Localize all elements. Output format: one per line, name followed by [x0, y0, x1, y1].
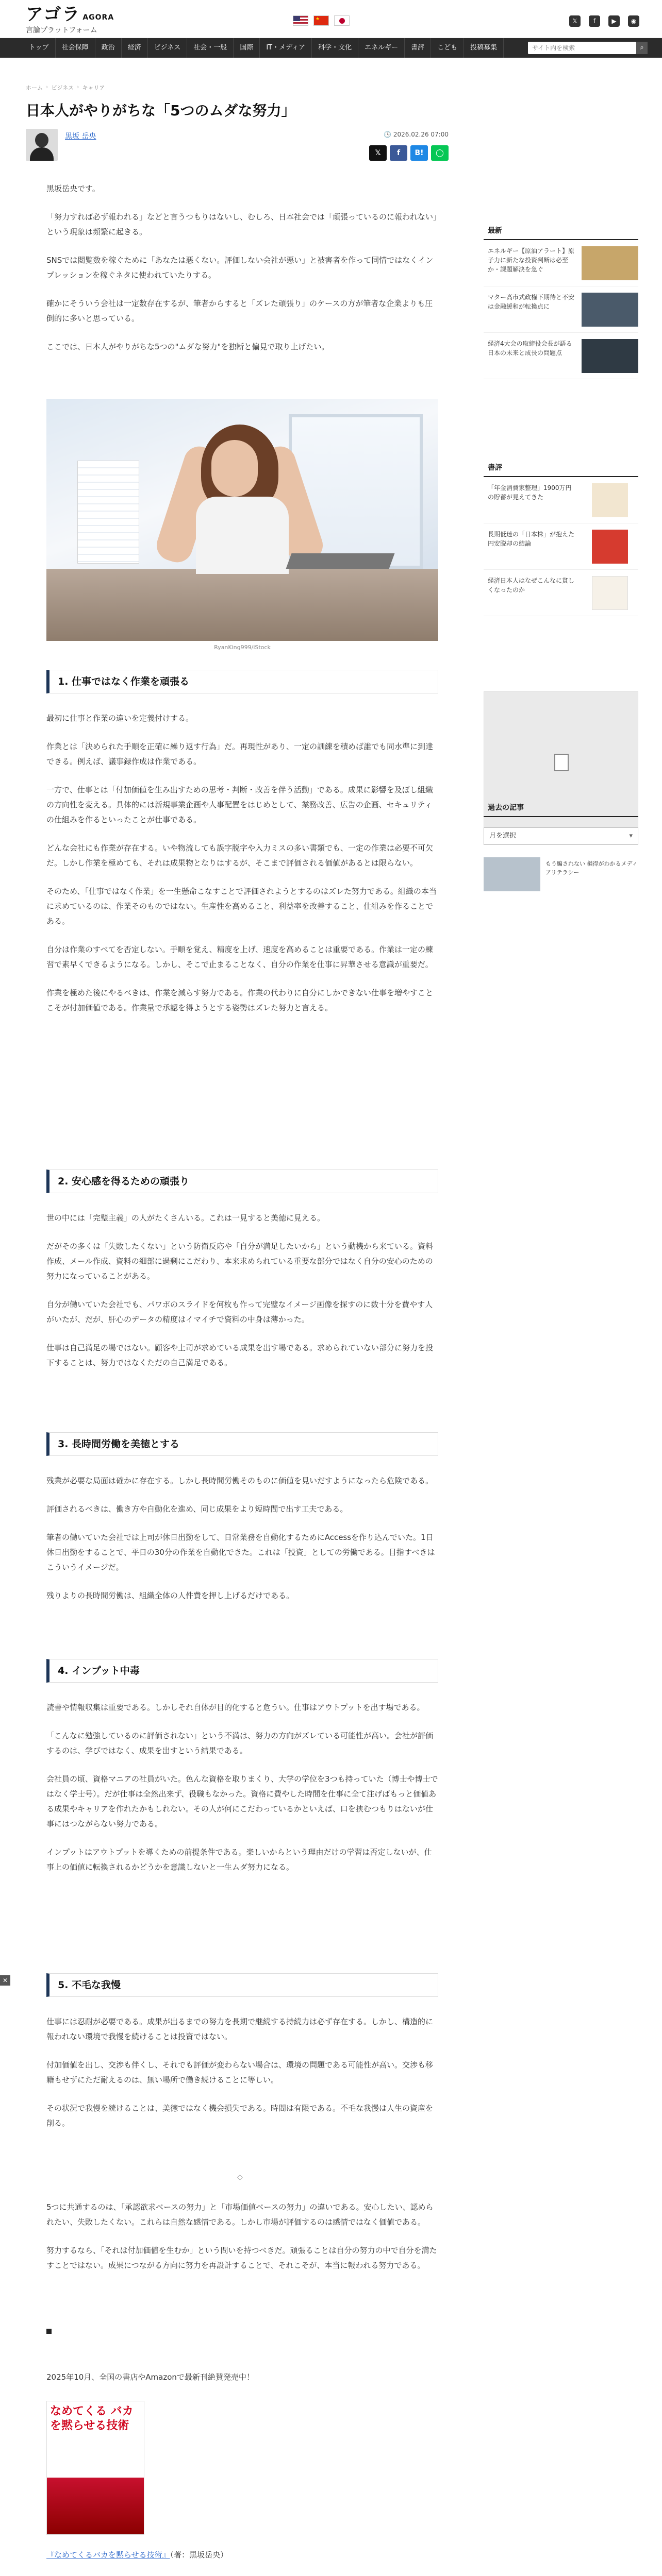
breadcrumb-subcategory[interactable]: キャリア [82, 84, 105, 91]
section-heading: 3. 長時間労働を美徳とする [46, 1432, 438, 1456]
hero-image [46, 399, 438, 641]
book-author-note: （著：黒坂岳央） [170, 2550, 228, 2560]
hero-shirt [196, 497, 289, 574]
section-para: 仕事は自己満足の場ではない。顧客や上司が求めている成果を出す場である。求められていない部分に努力を投下することは、努力ではなくただの自己満足である。 [46, 1343, 434, 1367]
main-nav [0, 38, 662, 58]
logo-sub: 言論プラットフォーム [26, 26, 97, 35]
breadcrumb-home[interactable]: ホーム [26, 84, 43, 91]
intro-para: 「努力すれば必ず報われる」などと言うつもりはないし、むしろ、日本社会では「頑張っているのに報われない」という現象は頻繁に起きる。 [46, 212, 437, 236]
sidebar-latest-thumb [582, 339, 638, 373]
sidebar-book-thumb [592, 530, 628, 564]
sidebar-latest [484, 222, 638, 379]
section-para: 自分が働いていた会社でも、パワポのスライドを何枚も作って完璧なイメージ画像を探すのに数十分を費やす人がいたが、だが、肝心のデータの精度はイマイチで資料の中身は薄かった。 [46, 1300, 433, 1324]
closing-para: 5つに共通するのは、「承認欲求ベースの努力」と「市場価値ベースの努力」の違いである。安心したい、認められたい、失敗したくない。これらは自然な感情である。しかし市場が評価するのは感情ではなく価値である。 [46, 2202, 434, 2227]
sidebar-latest-item[interactable] [484, 240, 638, 286]
nav-item[interactable]: 政治 [95, 38, 122, 58]
book-cover[interactable] [46, 2401, 144, 2535]
sidebar-latest-title: マター高市式政権下期待と不安は金融緩和が転換点に [488, 294, 575, 310]
share-x-icon[interactable]: 𝕏 [369, 145, 387, 161]
section-para: 仕事には忍耐が必要である。成果が出るまでの努力を長期で継続する持続力は必ず存在する。しかし、構造的に報われない環境で我慢を続けることは投資ではない。 [46, 2017, 434, 2041]
section-para: 作業とは「決められた手順を正確に繰り返す行為」だ。再現性があり、一定の訓練を積めば誰でも同水準に到達できる。例えば、議事録作成は作業である。 [46, 742, 434, 766]
sidebar-book-item[interactable] [484, 523, 638, 570]
nav-item[interactable]: IT・メディア [260, 38, 312, 58]
nav-item[interactable]: 書評 [405, 38, 431, 58]
nav-item[interactable]: エネルギー [358, 38, 405, 58]
hero-desk [46, 569, 438, 641]
youtube-icon[interactable]: ▶ [608, 15, 620, 27]
share-buttons [369, 145, 449, 161]
article-title: 日本人がやりがちな「5つのムダな努力」 [26, 102, 296, 119]
date-text: 2026.02.26 07:00 [393, 131, 449, 138]
facebook-icon[interactable]: f [589, 15, 600, 27]
intro-para: ここでは、日本人がやりがちな5つの"ムダな努力"を独断と偏見で取り上げたい。 [46, 342, 329, 351]
avatar-body [30, 147, 54, 161]
x-icon[interactable]: 𝕏 [569, 15, 581, 27]
section-para: 付加価値を出し、交渉も伴くし、それでも評価が変わらない場合は、環境の問題である可能性が高い。交渉も移籍もせずにただ耐えるのは、無い場所で働き続けることに等しい。 [46, 2060, 434, 2084]
section-para: その状況で我慢を続けることは、美徳ではなく機会損失である。時間は有限である。不毛な我慢は人生の資産を削る。 [46, 2104, 434, 2128]
book-link[interactable]: 『なめてくるバカを黙らせる技術』 [46, 2550, 170, 2560]
search-input[interactable] [528, 42, 636, 54]
nav-item[interactable]: こども [431, 38, 464, 58]
breadcrumb-category[interactable]: ビジネス [51, 84, 74, 91]
nav-item[interactable]: 経済 [122, 38, 148, 58]
sidebar-latest-thumb [582, 293, 638, 327]
book-cover-title: なめてくる バカ を黙らせる技術 [50, 2405, 134, 2432]
logo-text: アゴラ [26, 4, 81, 25]
closing-para: 努力するなら、「それは付加価値を生むか」という問いを持つべきだ。頑張ることは自分の努力の中で自分を満たすことではない。成果につながる方向に努力を再設計することで、それこそが、本当に報われる努力である。 [46, 2246, 437, 2270]
section-heading: 4. インプット中毒 [46, 1659, 438, 1683]
nav-item[interactable]: 国際 [234, 38, 260, 58]
rss-icon[interactable]: ◉ [628, 15, 639, 27]
sidebar-book-item[interactable] [484, 570, 638, 616]
document-icon [554, 754, 569, 771]
sidebar-archive [484, 799, 638, 899]
hero-head [211, 440, 258, 497]
sidebar-book-thumb [592, 483, 628, 517]
section-para: インプットはアウトプットを導くための前提条件である。楽しいからという理由だけの学習は否定しないが、仕事上の価値に転換されるかどうかを意識しないと一生ムダ努力になる。 [46, 1848, 432, 1872]
article-intro [46, 181, 438, 354]
archive-thumb [484, 857, 540, 891]
archive-item[interactable] [484, 857, 638, 899]
section-para: 作業を極めた後にやるべきは、作業を減らす努力である。作業の代わりに自分にしかできない仕事を増やすことこそが付加価値である。作業量で承認を得ようとする姿勢はズレた努力と言える。 [46, 988, 434, 1012]
book-promo-text: 2025年10月、全国の書店やAmazonで最新刊絶賛発売中！ [46, 2372, 254, 2382]
sidebar-books-heading: 書評 [484, 459, 638, 477]
site-header [0, 0, 662, 38]
book-cover-band [47, 2478, 144, 2534]
section-para: 自分は作業のすべてを否定しない。手順を覚え、精度を上げ、速度を高めることは重要である。作業は一定の練習で素早くできるようになる。しかし、そこで止まることなく、自分の作業を仕事に昇華させる意識が重要だ。 [46, 945, 434, 969]
language-flags [293, 15, 350, 26]
breadcrumb-sep: › [46, 83, 48, 90]
logo-en: AGORA [82, 13, 114, 22]
section-para: だがその多くは「失敗したくない」という防衛反応や「自分が満足したいから」という動機から来ている。資料作成、メール作成、資料の細部に過剰にこだわり、本来求められている重要な部分ではなく自分の安心のための努力になっていることがある。 [46, 1242, 434, 1281]
intro-para: 黒坂岳央です。 [46, 184, 100, 193]
closing-body [46, 2200, 438, 2273]
us-flag-icon[interactable] [293, 15, 308, 26]
nav-item[interactable]: 社会・一般 [187, 38, 234, 58]
sidebar-latest-item[interactable] [484, 286, 638, 333]
sidebar-book-thumb [592, 576, 628, 610]
section-heading: 2. 安心感を得るための頑張り [46, 1170, 438, 1193]
intro-para: 確かにそういう会社は一定数存在するが、筆者からすると「ズレた頑張り」のケースの方が筆者な企業よりも圧倒的に多いと思っている。 [46, 299, 433, 323]
sidebar-book-title: 長期低迷の「日本株」が抱えた円安脱却の結論 [488, 531, 575, 547]
author-name-link[interactable]: 黒坂 岳央 [65, 132, 96, 141]
archive-title: もう騙されない 損得がわかるメディアリテラシー [545, 860, 638, 876]
sidebar-latest-item[interactable] [484, 333, 638, 379]
section-body [46, 1211, 438, 1370]
section-para: 最初に仕事と作業の違いを定義付けする。 [46, 714, 194, 723]
publish-date [384, 131, 449, 138]
sidebar-latest-thumb [582, 246, 638, 280]
promo-bullet [46, 2329, 52, 2334]
section-body [46, 1473, 438, 1603]
section-body [46, 1700, 438, 1875]
section-heading: 1. 仕事ではなく作業を頑張る [46, 670, 438, 693]
sidebar-book-title: 経済日本人はなぜこんなに貧しくなったのか [488, 577, 575, 594]
hero-laptop [286, 553, 395, 569]
share-hatena-icon[interactable]: B! [410, 145, 428, 161]
nav-item[interactable]: トップ [23, 38, 56, 58]
section-para: 評価されるべきは、働き方や自動化を進め、同じ成果をより短時間で出す工夫である。 [46, 1504, 348, 1514]
book-link-row [46, 2548, 438, 2563]
section-para: 残業が必要な局面は確かに存在する。しかし長時間労働そのものに価値を見いだすようになったら危険である。 [46, 1476, 434, 1485]
divider-mark: ◇ [237, 2173, 243, 2181]
sidebar-book-item[interactable] [484, 477, 638, 523]
jp-flag-icon[interactable] [334, 15, 350, 26]
section-para: どんな会社にも作業が存在する。いや物流しても誤字脱字や入力ミスの多い書類でも、一定の作業は必要不可欠だ。しかし作業を極めても、それは成果物となりはするが、そこまで評価される価値があるとは限らない。 [46, 843, 434, 868]
section-para: 読書や情報収集は重要である。しかしそれ自体が目的化すると危うい。仕事はアウトプットを出す場である。 [46, 1703, 425, 1712]
search-icon[interactable]: ⌕ [636, 42, 648, 54]
nav-item[interactable]: 投稿募集 [464, 38, 504, 58]
intro-para: SNSでは閲覧数を稼ぐために「あなたは悪くない。評価しない会社が悪い」と被害者を作って同情ではなくインプレッションを稼ぐネタに使われていたりする。 [46, 256, 434, 280]
image-caption: RyanKing999/iStock [214, 644, 271, 651]
nav-items [23, 38, 504, 58]
section-body [46, 2014, 438, 2131]
section-para: 会社員の頃、資格マニアの社員がいた。色んな資格を取りまくり、大学の学位を3つも持っていた（博士や博士ではなく学士号）。だが仕事は全然出来ず、役職もなかった。資格に費やした時間を仕事に全て注げばもっと価値ある成果やキャリアを作れたかもしれない。その人が何にこだわっているかといえば、口を挟むつもりはないが仕事にはつながらない努力である。 [46, 1774, 438, 1828]
site-logo[interactable] [26, 4, 155, 35]
breadcrumb-sep: › [77, 83, 79, 90]
section-body [46, 711, 438, 1015]
section-para: 一方で、仕事とは「付加価値を生み出すための思考・判断・改善を伴う活動」である。成果に影響を及ぼし組織の方向性を変える。具体的には新規事業企画や人事配置をはじめとして、業務改善、広告の企画、セキュリティの仕組みを作るといったことが仕事である。 [46, 785, 433, 824]
clock-icon: 🕓 [384, 131, 393, 138]
sidebar-latest-title: エネルギー【原油アラート】原子力に新たな投資判断は必至か・課題解決を急ぐ [488, 247, 575, 273]
section-para: 筆者の働いていた会社では上司が休日出勤をして、日常業務を自動化するためにAccessを作り込んでいた。1日休日出勤をすることで、平日の30分の作業を自動化できた。これは「投資」としての労働である。目指すべきはこういうイメージだ。 [46, 1533, 435, 1572]
author-avatar[interactable] [26, 129, 58, 161]
section-para: そのため、「仕事ではなく作業」を一生懸命こなすことで評価されようとするのはズレた努力である。組織の本当に求めているのは、作業そのものではない。生産性を高めること、利益率を改善すること、仕組みを作ることである。 [46, 887, 437, 926]
sidebar-book-title: 「年金消費家整理」1900万円の貯蓄が見えてきた [488, 484, 572, 501]
share-facebook-icon[interactable]: f [390, 145, 407, 161]
section-heading: 5. 不毛な我慢 [46, 1973, 438, 1997]
section-para: 世の中には「完璧主義」の人がたくさんいる。これは一見すると美徳に見える。 [46, 1213, 325, 1223]
hero-papers [77, 461, 139, 564]
logo-main [26, 5, 155, 24]
section-para: 「こんなに勉強しているのに評価されない」という不満は、努力の方向がズレている可能性が高い。会社が評価するのは、学びではなく、成果を出すという結果である。 [46, 1731, 434, 1755]
sidebar-books [484, 459, 638, 616]
close-icon[interactable]: ✕ [0, 1975, 10, 1986]
sidebar-archive-heading: 過去の記事 [484, 799, 638, 817]
cn-flag-icon[interactable] [313, 15, 329, 26]
sidebar-latest-heading: 最新 [484, 222, 638, 240]
author-row [26, 129, 449, 165]
nav-item[interactable]: ビジネス [148, 38, 188, 58]
archive-month-select[interactable]: 月を選択 ▾ [484, 827, 638, 845]
sidebar-latest-title: 経済4大会の取締役会長が語る日本の未来と成長の問題点 [488, 340, 572, 357]
breadcrumb [26, 83, 105, 92]
nav-item[interactable]: 社会保障 [56, 38, 95, 58]
share-line-icon[interactable]: ◯ [431, 145, 449, 161]
nav-item[interactable]: 科学・文化 [312, 38, 358, 58]
header-social [569, 15, 639, 27]
avatar-head [35, 133, 48, 147]
section-para: 残りよりの長時間労働は、組織全体の人件費を押し上げるだけである。 [46, 1591, 294, 1600]
